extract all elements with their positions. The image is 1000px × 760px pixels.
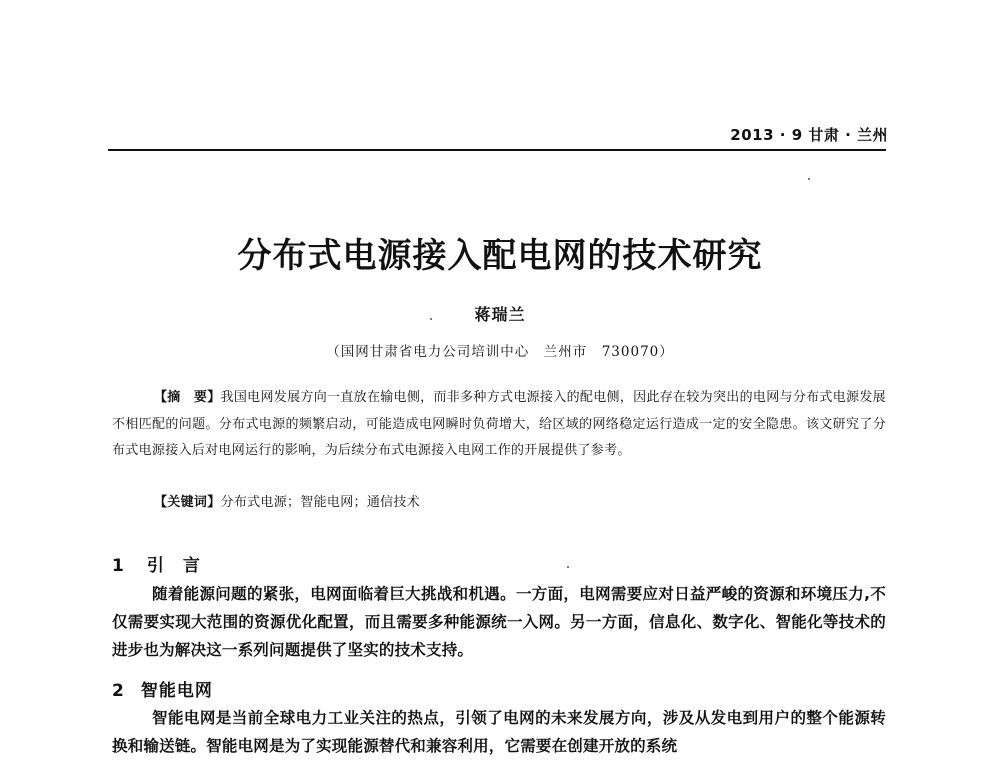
abstract-text: 我国电网发展方向一直放在输电侧，而非多种方式电源接入的配电侧，因此存在较为突出的电网与分布式电源发展不相匹配的问题。分布式电源的频繁启动，可能造成电网瞬时负荷增大，给区域的网络稳定运行造成一定的安全隐患。该文研究了分布式电源接入后对电网运行的影响，为后续分布式电源接入电网工作的开展提供了参考。 (112, 390, 886, 458)
section-number: 1 (112, 556, 125, 576)
scan-speck (430, 318, 432, 320)
keywords-text: 分布式电源；智能电网；通信技术 (220, 495, 421, 510)
header-rule (108, 149, 886, 151)
section-heading-smart-grid (112, 676, 213, 701)
section-title: 智能电网 (140, 681, 213, 701)
author-name: 蒋瑞兰 (474, 305, 526, 324)
section-body-introduction: 随着能源问题的紧张，电网面临着巨大挑战和机遇。一方面，电网需要应对日益严峻的资源和环境压力,不仅需要实现大范围的资源优化配置，而且需要多种能源统一入网。另一方面，信息化、数字化、智能化等技术的进步也为解决这一系列问题提供了坚实的技术支持。 (112, 585, 886, 659)
section-body-smart-grid: 智能电网是当前全球电力工业关注的热点，引领了电网的未来发展方向，涉及从发电到用户的整个能源转换和输送链。智能电网是为了实现能源替代和兼容利用，它需要在创建开放的系统 (112, 709, 886, 755)
section-title-part: 言 (182, 556, 201, 576)
scan-speck (567, 566, 569, 568)
keywords-label: 【关键词】 (154, 495, 221, 510)
section-title-part: 引 (146, 556, 165, 576)
author-affiliation: （国网甘肃省电力公司培训中心 兰州市 730070） (326, 344, 674, 360)
abstract (112, 385, 886, 465)
section-heading-introduction (112, 551, 201, 576)
scan-speck (808, 178, 810, 180)
paper-title: 分布式电源接入配电网的技术研究 (237, 236, 763, 276)
section-number: 2 (112, 681, 125, 701)
keywords (154, 491, 420, 515)
running-header: 2013 · 9 甘肃 · 兰州 (730, 126, 888, 144)
abstract-label: 【摘 要】 (154, 390, 221, 405)
